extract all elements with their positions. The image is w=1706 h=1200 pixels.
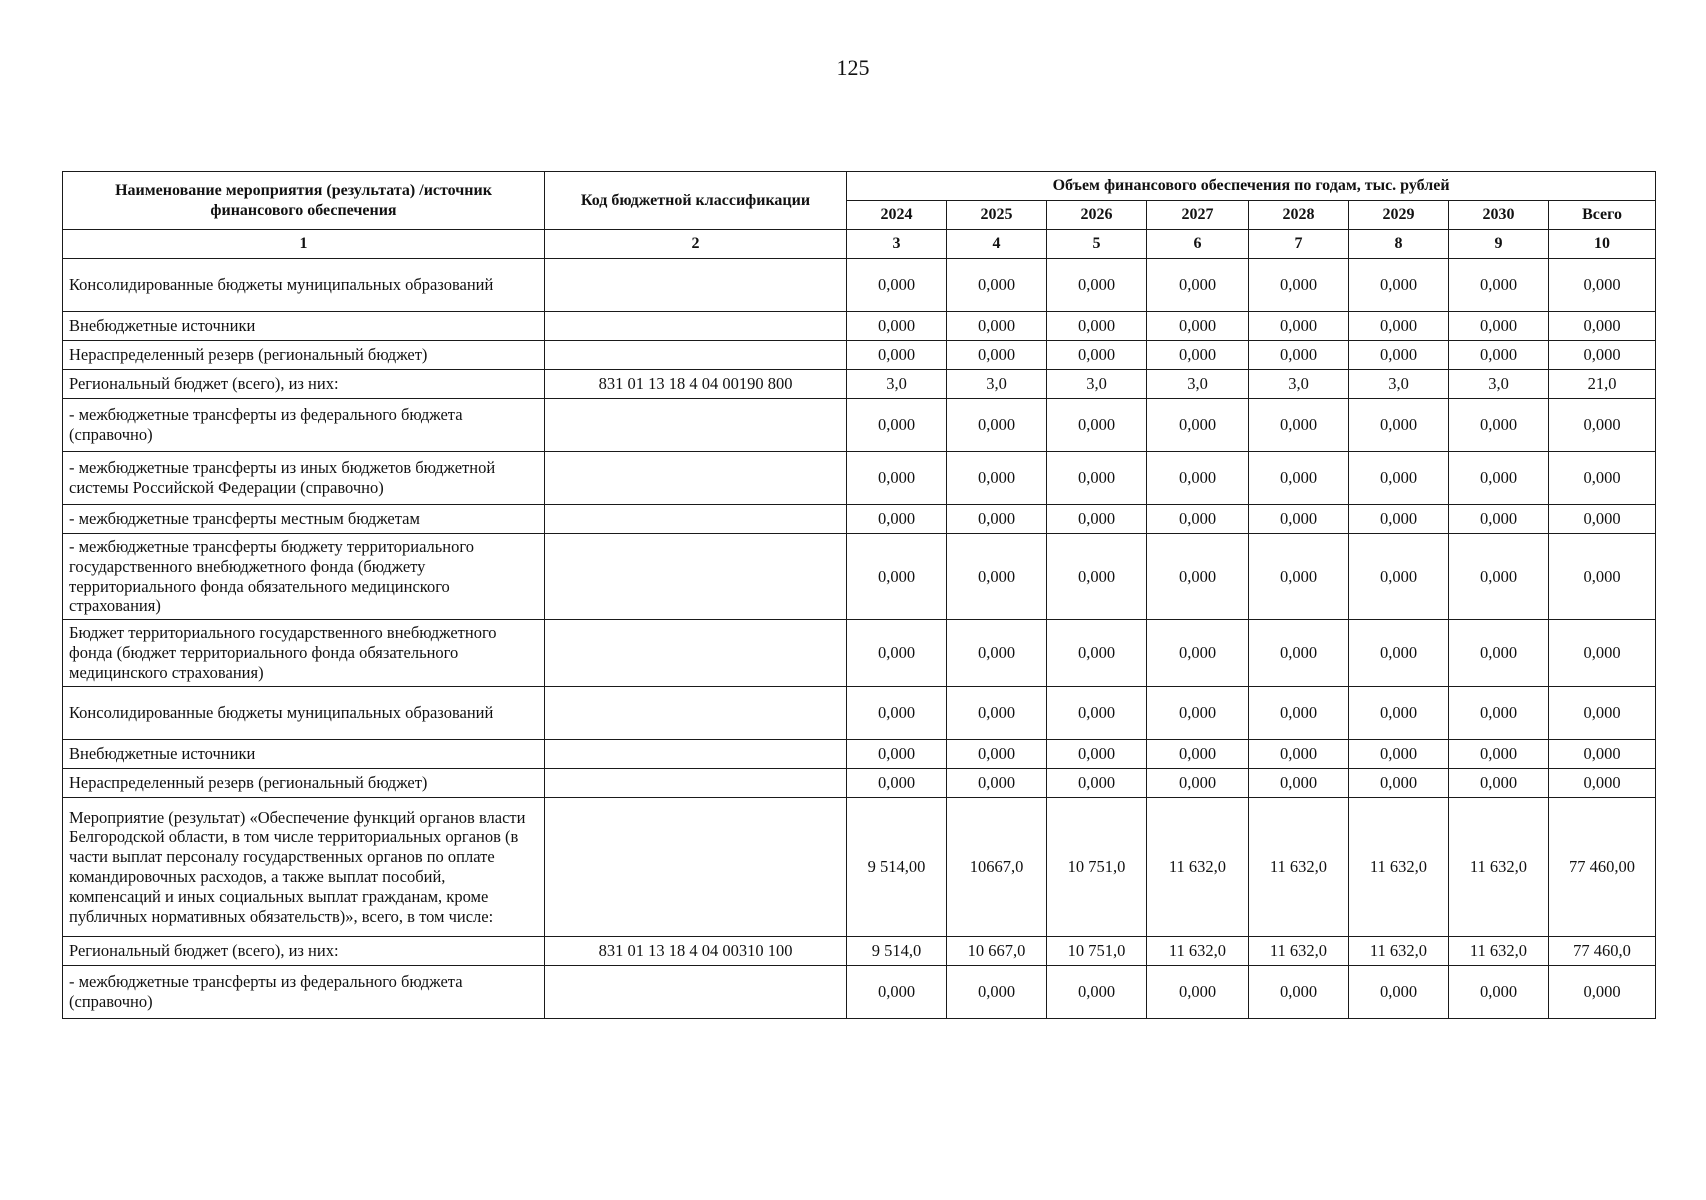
row-value: 0,000 [847, 534, 947, 620]
table-row [63, 769, 1656, 798]
row-value: 0,000 [947, 687, 1047, 740]
table-row [63, 687, 1656, 740]
row-name: Бюджет территориального государственного внебюджетного фонда (бюджет территориального фонда обязательного медицинского страхования) [63, 620, 545, 687]
row-value: 0,000 [1449, 966, 1549, 1019]
column-number: 4 [947, 230, 1047, 259]
row-value: 3,0 [1047, 370, 1147, 399]
page-number: 125 [836, 55, 870, 80]
row-code: 831 01 13 18 4 04 00310 100 [545, 937, 847, 966]
row-name: Консолидированные бюджеты муниципальных образований [63, 259, 545, 312]
header-year: 2027 [1147, 201, 1249, 230]
table-row [63, 452, 1656, 505]
column-number: 7 [1249, 230, 1349, 259]
header-volume: Объем финансового обеспечения по годам, тыс. рублей [847, 172, 1656, 201]
row-name: Нераспределенный резерв (региональный бюджет) [63, 341, 545, 370]
row-name: - межбюджетные трансферты из федерального бюджета (справочно) [63, 966, 545, 1019]
row-code [545, 798, 847, 937]
row-value: 0,000 [947, 966, 1047, 1019]
column-number: 9 [1449, 230, 1549, 259]
row-total: 77 460,0 [1549, 937, 1656, 966]
row-value: 0,000 [847, 341, 947, 370]
row-value: 0,000 [947, 505, 1047, 534]
row-value: 0,000 [847, 769, 947, 798]
row-name: - межбюджетные трансферты бюджету территориального государственного внебюджетного фонда (бюджету территориального фонда обязательного медицинского страхования) [63, 534, 545, 620]
row-value: 10 751,0 [1047, 798, 1147, 937]
row-value: 0,000 [947, 259, 1047, 312]
row-value: 0,000 [847, 399, 947, 452]
row-value: 0,000 [947, 534, 1047, 620]
row-name: Мероприятие (результат) «Обеспечение функций органов власти Белгородской области, в том числе территориальных органов (в части выплат персоналу государственных органов по оплате командировочных расходов, а также выплат пособий, компенсаций и иных социальных выплат гражданам, кроме публичных нормативных обязательств)», всего, в том числе: [63, 798, 545, 937]
row-value: 0,000 [1147, 534, 1249, 620]
row-value: 11 632,0 [1349, 798, 1449, 937]
row-value: 0,000 [947, 769, 1047, 798]
row-code [545, 620, 847, 687]
row-value: 11 632,0 [1249, 937, 1349, 966]
row-value: 0,000 [1349, 769, 1449, 798]
row-value: 3,0 [947, 370, 1047, 399]
table-row [63, 259, 1656, 312]
row-total: 0,000 [1549, 399, 1656, 452]
row-value: 0,000 [1047, 505, 1147, 534]
row-total: 0,000 [1549, 620, 1656, 687]
row-value: 0,000 [847, 452, 947, 505]
row-value: 0,000 [1249, 534, 1349, 620]
row-value: 9 514,0 [847, 937, 947, 966]
table-row [63, 620, 1656, 687]
header-year: 2028 [1249, 201, 1349, 230]
column-number: 6 [1147, 230, 1249, 259]
row-value: 0,000 [847, 740, 947, 769]
row-total: 0,000 [1549, 312, 1656, 341]
row-value: 0,000 [1047, 769, 1147, 798]
row-value: 0,000 [1249, 687, 1349, 740]
row-total: 0,000 [1549, 452, 1656, 505]
row-value: 0,000 [1047, 341, 1147, 370]
row-value: 0,000 [1349, 534, 1449, 620]
table-row [63, 312, 1656, 341]
row-value: 0,000 [1249, 399, 1349, 452]
row-value: 0,000 [1249, 452, 1349, 505]
column-number: 1 [63, 230, 545, 259]
row-total: 0,000 [1549, 259, 1656, 312]
row-value: 0,000 [1349, 259, 1449, 312]
row-value: 0,000 [947, 740, 1047, 769]
row-name: Региональный бюджет (всего), из них: [63, 937, 545, 966]
row-value: 0,000 [1147, 620, 1249, 687]
row-value: 0,000 [1147, 740, 1249, 769]
row-value: 3,0 [1349, 370, 1449, 399]
row-value: 0,000 [1047, 399, 1147, 452]
row-value: 0,000 [1147, 687, 1249, 740]
row-value: 0,000 [1249, 259, 1349, 312]
row-code [545, 769, 847, 798]
row-value: 3,0 [1449, 370, 1549, 399]
row-total: 0,000 [1549, 687, 1656, 740]
row-value: 11 632,0 [1449, 937, 1549, 966]
row-code [545, 505, 847, 534]
row-value: 0,000 [1449, 341, 1549, 370]
row-value: 0,000 [1047, 259, 1147, 312]
row-code: 831 01 13 18 4 04 00190 800 [545, 370, 847, 399]
row-value: 0,000 [1349, 399, 1449, 452]
header-year: 2029 [1349, 201, 1449, 230]
row-value: 0,000 [1249, 620, 1349, 687]
row-value: 10 751,0 [1047, 937, 1147, 966]
row-value: 0,000 [1047, 620, 1147, 687]
row-code [545, 534, 847, 620]
row-value: 0,000 [1047, 534, 1147, 620]
row-value: 0,000 [1147, 505, 1249, 534]
column-number: 8 [1349, 230, 1449, 259]
row-value: 0,000 [1249, 312, 1349, 341]
row-value: 0,000 [1147, 341, 1249, 370]
table-row [63, 505, 1656, 534]
row-value: 0,000 [1449, 399, 1549, 452]
table-row [63, 370, 1656, 399]
row-value: 0,000 [1047, 740, 1147, 769]
table-row [63, 534, 1656, 620]
row-value: 0,000 [1147, 769, 1249, 798]
row-value: 0,000 [947, 620, 1047, 687]
row-code [545, 259, 847, 312]
row-value: 0,000 [1449, 259, 1549, 312]
row-total: 77 460,00 [1549, 798, 1656, 937]
row-name: Внебюджетные источники [63, 312, 545, 341]
row-value: 10667,0 [947, 798, 1047, 937]
row-value: 11 632,0 [1147, 798, 1249, 937]
table-row [63, 341, 1656, 370]
row-total: 21,0 [1549, 370, 1656, 399]
row-value: 0,000 [1047, 966, 1147, 1019]
row-value: 0,000 [1449, 740, 1549, 769]
table-row [63, 740, 1656, 769]
row-value: 0,000 [1449, 620, 1549, 687]
row-value: 0,000 [1249, 505, 1349, 534]
row-value: 0,000 [1449, 505, 1549, 534]
row-value: 0,000 [1449, 769, 1549, 798]
row-name: - межбюджетные трансферты из иных бюджетов бюджетной системы Российской Федерации (справочно) [63, 452, 545, 505]
header-year: 2024 [847, 201, 947, 230]
row-value: 0,000 [947, 312, 1047, 341]
row-value: 0,000 [1349, 740, 1449, 769]
row-value: 0,000 [1249, 769, 1349, 798]
row-code [545, 966, 847, 1019]
row-value: 0,000 [1249, 341, 1349, 370]
row-value: 0,000 [1147, 966, 1249, 1019]
row-code [545, 740, 847, 769]
row-value: 0,000 [947, 452, 1047, 505]
row-value: 0,000 [1349, 505, 1449, 534]
row-value: 0,000 [847, 687, 947, 740]
row-value: 3,0 [1249, 370, 1349, 399]
row-value: 0,000 [1349, 620, 1449, 687]
row-value: 0,000 [847, 966, 947, 1019]
row-value: 3,0 [847, 370, 947, 399]
header-name: Наименование мероприятия (результата) /источник финансового обеспечения [63, 172, 545, 230]
row-value: 0,000 [1047, 312, 1147, 341]
table-body [63, 259, 1656, 1019]
row-value: 0,000 [847, 312, 947, 341]
row-value: 3,0 [1147, 370, 1249, 399]
row-value: 9 514,00 [847, 798, 947, 937]
row-value: 0,000 [947, 399, 1047, 452]
row-value: 0,000 [1449, 687, 1549, 740]
row-value: 11 632,0 [1449, 798, 1549, 937]
row-total: 0,000 [1549, 505, 1656, 534]
row-value: 0,000 [847, 620, 947, 687]
row-value: 0,000 [1449, 534, 1549, 620]
row-value: 0,000 [1449, 452, 1549, 505]
header-year: 2030 [1449, 201, 1549, 230]
row-name: - межбюджетные трансферты местным бюджетам [63, 505, 545, 534]
row-name: - межбюджетные трансферты из федерального бюджета (справочно) [63, 399, 545, 452]
row-value: 0,000 [1449, 312, 1549, 341]
row-value: 0,000 [947, 341, 1047, 370]
row-value: 0,000 [1349, 687, 1449, 740]
row-value: 0,000 [1047, 452, 1147, 505]
row-value: 0,000 [1047, 687, 1147, 740]
row-name: Внебюджетные источники [63, 740, 545, 769]
row-value: 11 632,0 [1249, 798, 1349, 937]
row-total: 0,000 [1549, 769, 1656, 798]
row-value: 0,000 [847, 259, 947, 312]
row-code [545, 341, 847, 370]
row-value: 11 632,0 [1349, 937, 1449, 966]
row-total: 0,000 [1549, 534, 1656, 620]
row-total: 0,000 [1549, 740, 1656, 769]
table-row [63, 966, 1656, 1019]
row-value: 11 632,0 [1147, 937, 1249, 966]
row-code [545, 687, 847, 740]
header-total: Всего [1549, 201, 1656, 230]
row-value: 0,000 [1349, 452, 1449, 505]
row-value: 0,000 [1147, 259, 1249, 312]
table-row [63, 937, 1656, 966]
column-number: 5 [1047, 230, 1147, 259]
row-value: 0,000 [1249, 966, 1349, 1019]
row-name: Региональный бюджет (всего), из них: [63, 370, 545, 399]
row-value: 0,000 [847, 505, 947, 534]
row-total: 0,000 [1549, 341, 1656, 370]
header-code: Код бюджетной классификации [545, 172, 847, 230]
row-value: 0,000 [1349, 341, 1449, 370]
row-code [545, 312, 847, 341]
row-value: 0,000 [1147, 312, 1249, 341]
table-row [63, 798, 1656, 937]
column-number: 2 [545, 230, 847, 259]
row-value: 0,000 [1349, 966, 1449, 1019]
row-value: 10 667,0 [947, 937, 1047, 966]
row-value: 0,000 [1349, 312, 1449, 341]
row-code [545, 399, 847, 452]
financing-table [62, 171, 1656, 1019]
header-year: 2026 [1047, 201, 1147, 230]
row-code [545, 452, 847, 505]
row-value: 0,000 [1147, 399, 1249, 452]
row-value: 0,000 [1249, 740, 1349, 769]
header-year: 2025 [947, 201, 1047, 230]
row-name: Консолидированные бюджеты муниципальных образований [63, 687, 545, 740]
row-total: 0,000 [1549, 966, 1656, 1019]
table-row [63, 399, 1656, 452]
column-number: 3 [847, 230, 947, 259]
row-name: Нераспределенный резерв (региональный бюджет) [63, 769, 545, 798]
row-value: 0,000 [1147, 452, 1249, 505]
column-number: 10 [1549, 230, 1656, 259]
